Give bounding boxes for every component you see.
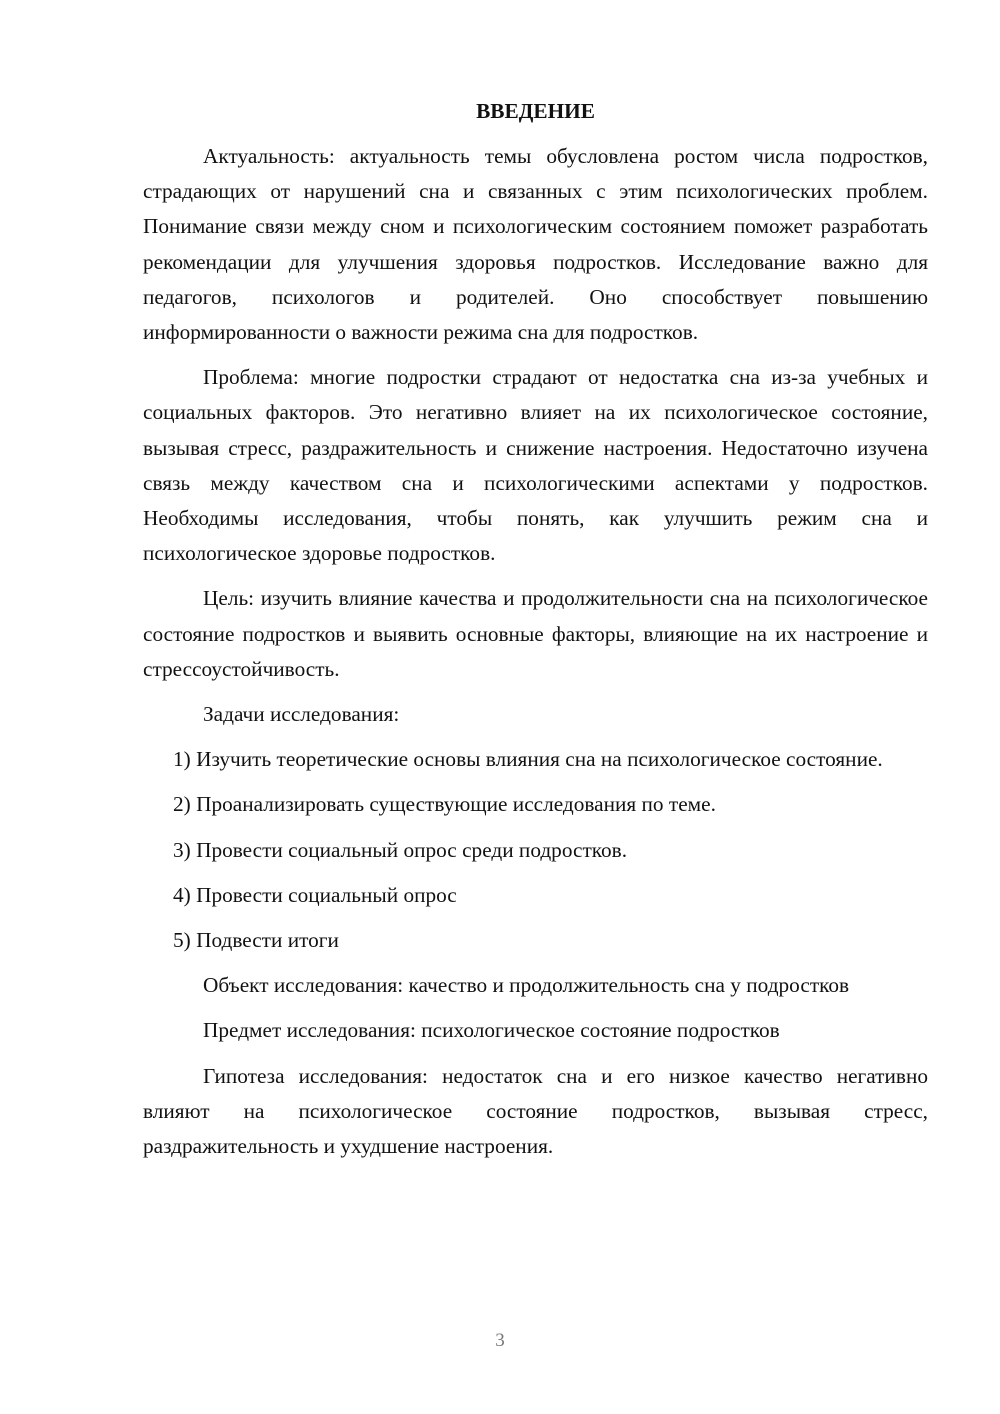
paragraph-relevance: Актуальность: актуальность темы обусловлена ростом числа подростков, страдающих от нарушений сна и связанных с этим психологических проблем. Понимание связи между сном и психологическим состоянием поможет разработать рекомендации для улучшения здоровья подростков. Исследование важно для педагогов, психологов и родителей. Оно способствует повышению информированности о важности режима сна для подростков. [143,144,928,345]
paragraph-hypothesis: Гипотеза исследования: недостаток сна и его низкое качество негативно влияют на психологическое состояние подростков, вызывая стресс, раздражительность и ухудшение настроения. [143,1063,928,1159]
task-item-3: 3) Провести социальный опрос среди подростков. [173,837,628,862]
paragraph-tasks-heading: Задачи исследования: [203,702,400,727]
page-title: ВВЕДЕНИЕ [476,99,595,123]
paragraph-goal: Цель: изучить влияние качества и продолжительности сна на психологическое состояние подростков и выявить основные факторы, влияющие на их настроение и стрессоустойчивость. [143,586,928,681]
document-page [143,94,928,1174]
paragraph-subject: Предмет исследования: психологическое состояние подростков [203,1018,780,1043]
page-number: 3 [495,1330,505,1351]
paragraph-object: Объект исследования: качество и продолжительность сна у подростков [203,973,850,998]
paragraph-problem: Проблема: многие подростки страдают от недостатка сна из-за учебных и социальных факторов. Это негативно влияет на их психологическое состояние, вызывая стресс, раздражительность и снижение настроения. Недостаточно изучена связь между качеством сна и психологическими аспектами у подростков. Необходимы исследования, чтобы понять, как улучшить режим сна и психологическое здоровье подростков. [143,365,928,566]
task-item-5: 5) Подвести итоги [173,928,339,953]
task-item-4: 4) Провести социальный опрос [173,882,457,907]
task-item-1: 1) Изучить теоретические основы влияния сна на психологическое состояние. [173,747,883,772]
task-item-2: 2) Проанализировать существующие исследования по теме. [173,792,716,817]
